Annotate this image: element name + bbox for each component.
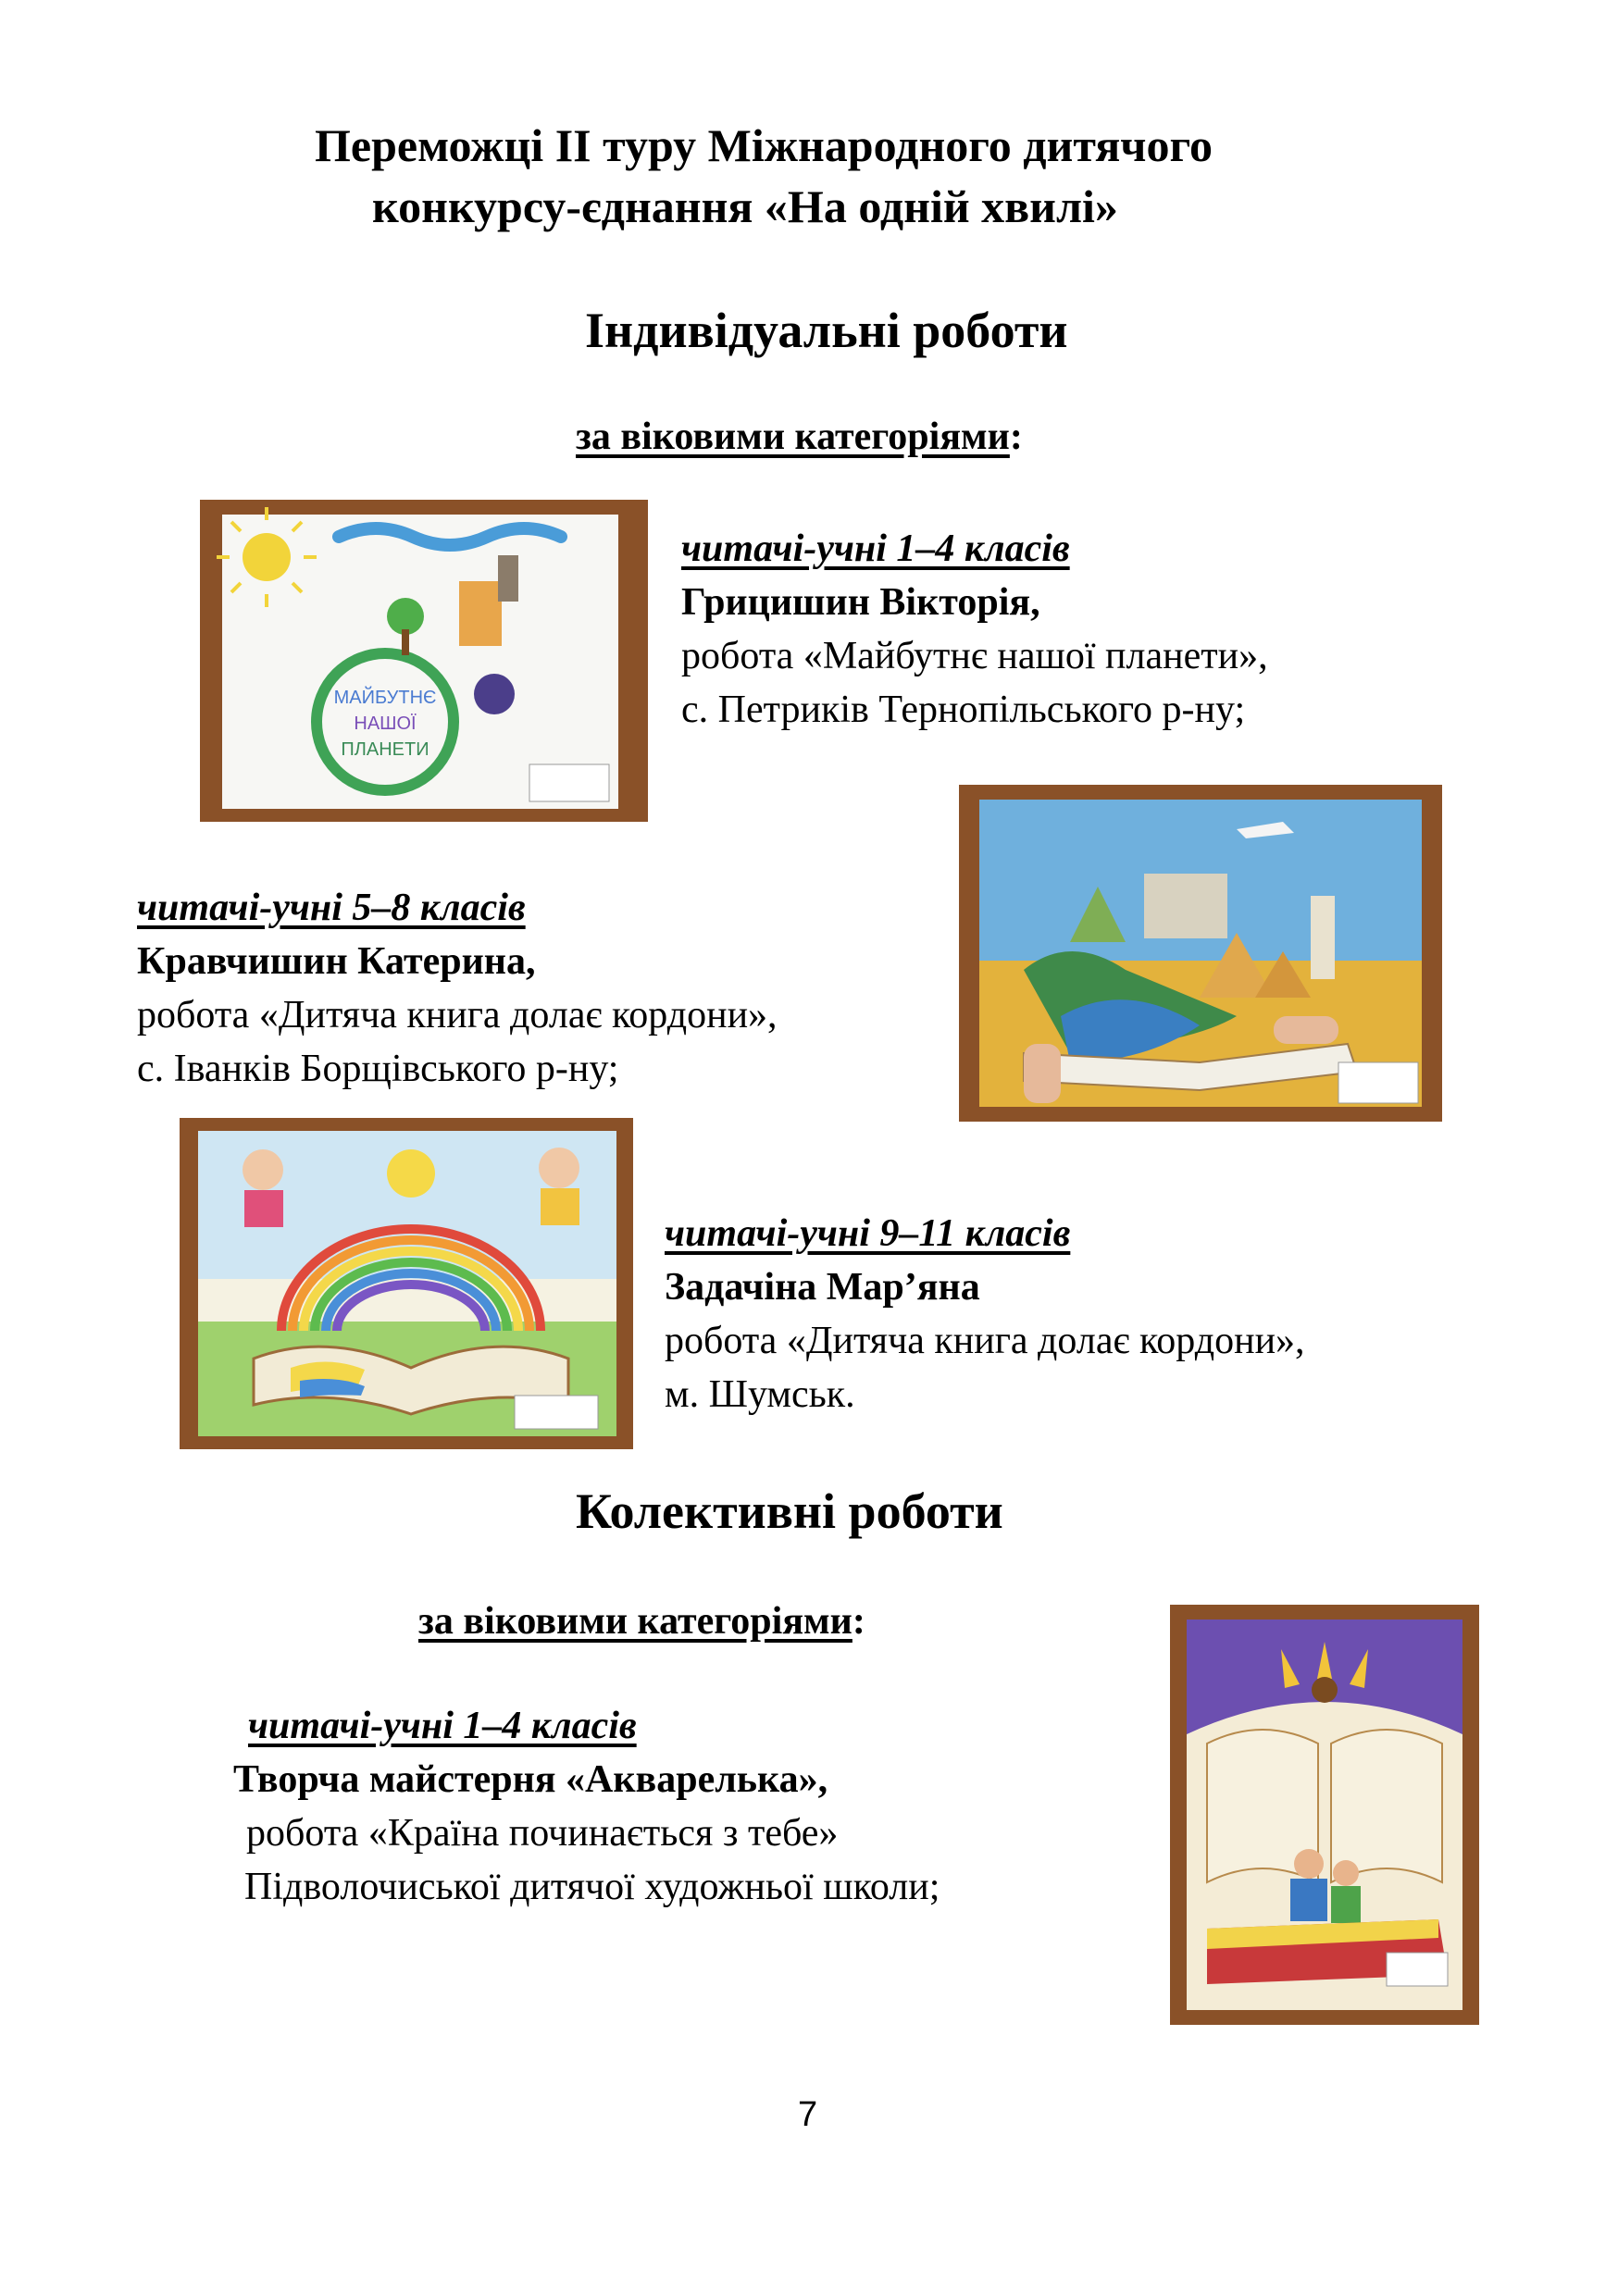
collective-entry-1 bbox=[233, 1699, 940, 1914]
collective-subheading-text: за віковими категоріями bbox=[418, 1600, 853, 1643]
individual-subheading bbox=[576, 415, 1023, 459]
individual-heading: Індивідуальні роботи bbox=[585, 303, 1068, 358]
artwork-photo-2 bbox=[959, 785, 1442, 1122]
entry-1-category: читачі-учні 1–4 класів bbox=[681, 527, 1070, 570]
artwork-1-drawing bbox=[200, 500, 648, 822]
collective-entry-1-category: читачі-учні 1–4 класів bbox=[248, 1705, 637, 1747]
individual-subheading-text: за віковими категоріями bbox=[576, 416, 1010, 458]
collective-subheading-colon: : bbox=[852, 1600, 865, 1643]
collective-entry-1-work: робота «Країна починається з тебе» bbox=[246, 1812, 839, 1855]
entry-2-work: робота «Дитяча книга долає кордони», bbox=[137, 994, 778, 1036]
entry-1 bbox=[681, 522, 1268, 737]
collective-subheading bbox=[418, 1599, 865, 1644]
artwork-photo-4 bbox=[1170, 1605, 1479, 2025]
artwork-1-text-1: МАЙБУТНЄ bbox=[333, 688, 437, 708]
entry-1-name: Грицишин Вікторія, bbox=[681, 581, 1040, 624]
entry-2-name: Кравчишин Катерина, bbox=[137, 940, 536, 983]
entry-3-place: м. Шумськ. bbox=[665, 1373, 855, 1416]
artwork-2-drawing bbox=[959, 785, 1442, 1122]
entry-3-category: читачі-учні 9–11 класів bbox=[665, 1212, 1071, 1255]
page-title-line-1: Переможці ІІ туру Міжнародного дитячого bbox=[315, 119, 1213, 171]
artwork-photo-3 bbox=[180, 1118, 633, 1449]
artwork-1-text-2: НАШОЇ bbox=[354, 714, 417, 734]
artwork-1-text-3: ПЛАНЕТИ bbox=[341, 739, 429, 760]
entry-2-category: читачі-учні 5–8 класів bbox=[137, 887, 526, 929]
entry-2-place: с. Іванків Борщівського р-ну; bbox=[137, 1048, 619, 1090]
individual-subheading-colon: : bbox=[1009, 416, 1023, 458]
entry-3-work: робота «Дитяча книга долає кордони», bbox=[665, 1320, 1305, 1362]
collective-heading: Колективні роботи bbox=[576, 1483, 1003, 1539]
collective-entry-1-place: Підволочиської дитячої художньої школи; bbox=[244, 1866, 940, 1908]
collective-entry-1-name: Творча майстерня «Акварелька», bbox=[233, 1758, 828, 1801]
artwork-photo-1 bbox=[200, 500, 648, 822]
entry-1-work: робота «Майбутнє нашої планети», bbox=[681, 635, 1268, 677]
entry-2 bbox=[137, 881, 778, 1096]
page-title-line-2: конкурсу-єднання «На одній хвилі» bbox=[372, 180, 1118, 232]
entry-3-name: Задачіна Мар’яна bbox=[665, 1266, 980, 1309]
entry-1-place: с. Петриків Тернопільського р-ну; bbox=[681, 689, 1246, 731]
page-number: 7 bbox=[798, 2095, 818, 2134]
artwork-3-drawing bbox=[180, 1118, 633, 1449]
entry-3 bbox=[665, 1207, 1305, 1421]
artwork-4-drawing bbox=[1170, 1605, 1479, 2025]
